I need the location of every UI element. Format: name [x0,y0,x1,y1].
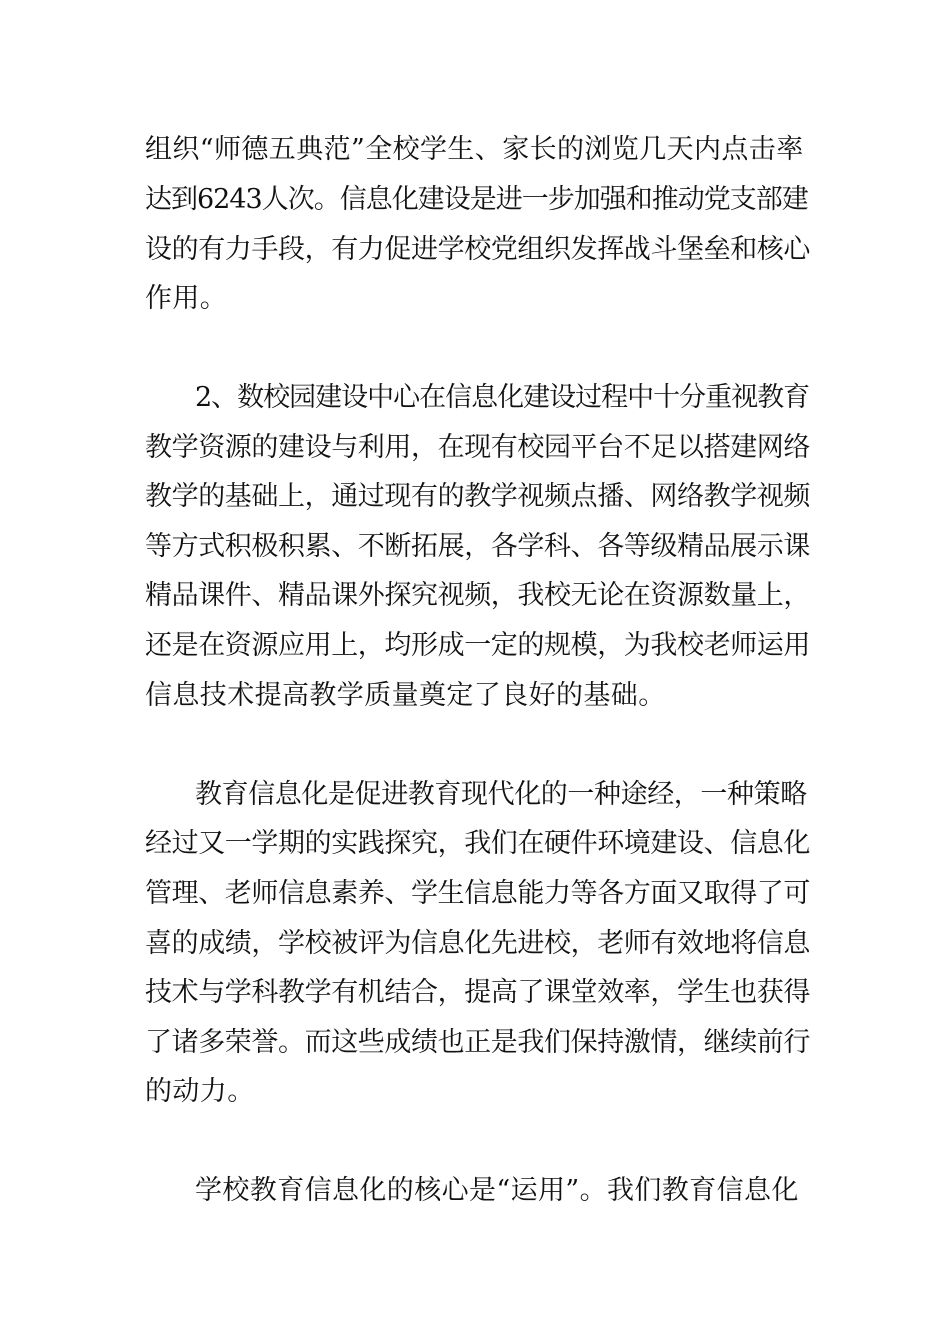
paragraph-3-line-6: 了诸多荣誉。而这些成绩也正是我们保持激情，继续前行 [145,1027,810,1058]
paragraph-2-line-2: 教学资源的建设与利用，在现有校园平台不足以搭建网络 [145,432,810,463]
paragraph-2-line-1: 2、数校园建设中心在信息化建设过程中十分重视教育 [195,382,810,413]
paragraph-2-line-5: 精品课件、精品课外探究视频，我校无论在资源数量上， [145,580,810,611]
paragraph-3-line-2: 经过又一学期的实践探究，我们在硬件环境建设、信息化 [145,828,810,859]
paragraph-2-line-6: 还是在资源应用上，均形成一定的规模，为我校老师运用 [145,630,810,661]
paragraph-1-line-1: 组织“师德五典范”全校学生、家长的浏览几天内点击率 [145,134,804,165]
paragraph-3-line-7: 的动力。 [145,1076,255,1107]
paragraph-2-line-7: 信息技术提高教学质量奠定了良好的基础。 [145,680,666,711]
paragraph-3-line-4: 喜的成绩，学校被评为信息化先进校，老师有效地将信息 [145,928,810,959]
paragraph-3-line-3: 管理、老师信息素养、学生信息能力等各方面又取得了可 [145,878,810,909]
paragraph-1-line-4: 作用。 [145,283,228,314]
paragraph-4-line-1: 学校教育信息化的核心是“运用”。我们教育信息化 [195,1175,799,1206]
paragraph-1-line-2: 达到6243人次。信息化建设是进一步加强和推动党支部建 [145,184,808,215]
paragraph-2-line-3: 教学的基础上，通过现有的教学视频点播、网络教学视频 [145,481,810,512]
paragraph-2-line-4: 等方式积极积累、不断拓展，各学科、各等级精品展示课 [145,531,810,562]
paragraph-3-line-1: 教育信息化是促进教育现代化的一种途经，一种策略 [195,779,807,810]
paragraph-1-line-3: 设的有力手段，有力促进学校党组织发挥战斗堡垒和核心 [145,234,810,265]
paragraph-3-line-5: 技术与学科教学有机结合，提高了课堂效率，学生也获得 [145,977,810,1008]
